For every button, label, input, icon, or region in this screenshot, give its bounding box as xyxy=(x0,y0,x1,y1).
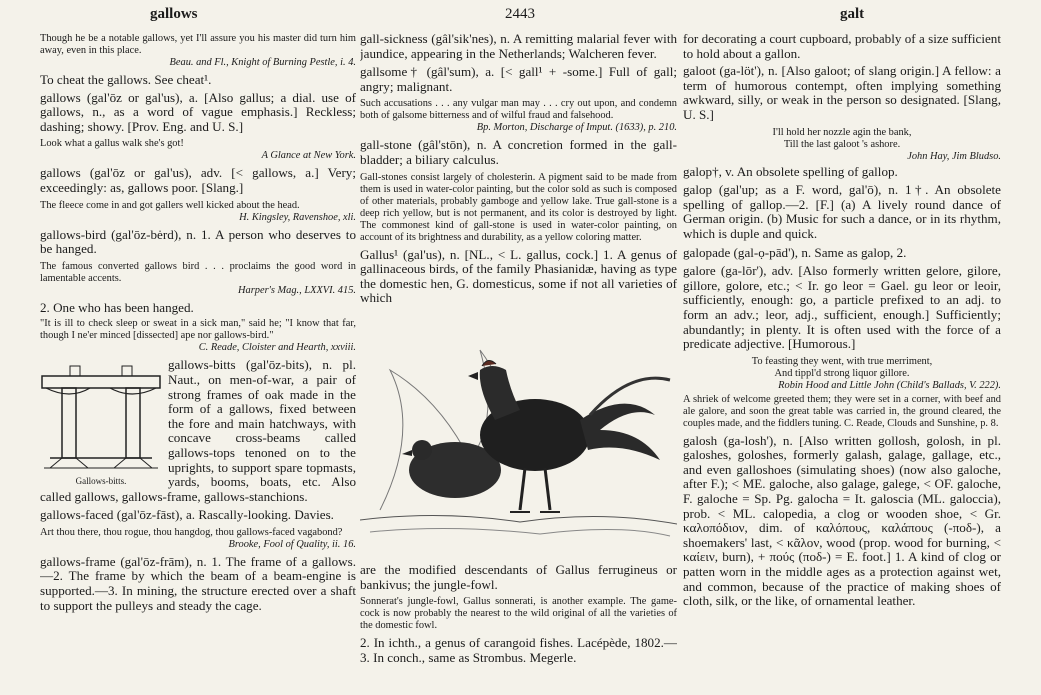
sense-gallows-bird-2: 2. One who has been hanged. xyxy=(40,299,194,315)
entry-gallsome: gallsome† (gâl'sum), a. [< gall¹ + -some.] Full of gall; angry; malignant. xyxy=(360,64,677,94)
gall-stone-note: Gall-stones consist largely of cholesterin. A pigment said to be made from them is used in water-color painting, but the color sold as such is composed of other materials, probably gamboge and yellow lake. True gall-stone is a deep rich yellow, but is not permanent, and its color is destroyed by light. The commonest kind of gall-stone is used in water-color painting, on account of its brightness and durability, as a yellow coloring matter. xyxy=(360,171,677,243)
sense-gallus-2-3: 2. In ichth., a genus of carangoid fishes. Lacépède, 1802.—3. In conch., same as Strombus. Megerle. xyxy=(360,635,677,665)
entry-galop-verb: galop†, v. An obsolete spelling of gallop. xyxy=(683,163,898,179)
column-1 xyxy=(40,32,356,694)
entry-galore: galore (ga-lōr'), adv. [Also formerly written gelore, gilore, gillore, golore, etc.; < Ir. go leor = Gael. gu leor or leoir, sufficiently, enough: go, a particle prefixed to an adj. to form an adv.; leor, adj., sufficient, enough.] Sufficiently; abundantly; in plenty. It is often used with the force of a predicate adjective. [Humorous.] xyxy=(683,263,1001,352)
quotation: A shriek of welcome greeted them; they were set in a corner, with beef and ale galore, and soon the great table was carried in, the ground cleared, the couples made, and the fiddlers tuning. C. Reade, Clouds and Sunshine, p. 8. xyxy=(683,393,1001,429)
verse-quotation: To feasting they went, with true merriment, And tippl'd strong liquor gillore. Robin Hood and Little John (Child's Ballads, V. 222). xyxy=(751,355,1001,391)
sense-cheat-gallows: To cheat the gallows. See cheat¹. xyxy=(40,72,212,87)
entry-gallows-faced: gallows-faced (gal'ōz-fāst), a. Rascally-looking. Davies. xyxy=(40,507,334,523)
jungle-fowl-illustration xyxy=(360,310,677,560)
quotation: "It is ill to check sleep or sweat in a sick man," said he; "I know that far, though I ne'er minced [dissected] ape nor gallows-bird." C. Reade, Cloister and Hearth, xxviii. xyxy=(40,318,356,354)
entry-gall-stone: gall-stone (gâl'stōn), n. A concretion formed in the gall-bladder; a biliary calculus. xyxy=(360,137,677,167)
page-header xyxy=(0,6,1041,28)
quotation: The fleece come in and got gallers well kicked about the head. H. Kingsley, Ravenshoe, xli. xyxy=(40,199,356,223)
page-number: 2443 xyxy=(505,6,535,22)
left-guide-word: gallows xyxy=(150,6,198,22)
column-3 xyxy=(683,32,1001,694)
gallows-bitts-illustration xyxy=(40,358,162,486)
quotation: Such accusations . . . any vulgar man may . . . cry out upon, and condemn both of galsome bitterness and of wilful fraud and falsehood. Bp. Morton, Discharge of Imput. (1633), p. 210. xyxy=(360,98,677,134)
entry-gallows-bird: gallows-bird (gal'ōz-bėrd), n. 1. A person who deserves to be hanged. xyxy=(40,226,356,257)
quotation: Look what a gallus walk she's got! A Glance at New York. xyxy=(40,138,356,162)
quotation: Art thou there, thou rogue, thou hangdog, thou gallows-faced vagabond? Brooke, Fool of Quality, ii. 16. xyxy=(40,526,356,550)
continued-text: for decorating a court cupboard, probably of a size sufficient to hold about a gallon. xyxy=(683,32,1001,61)
jungle-fowl-drawing xyxy=(360,310,677,546)
entry-galop: galop (gal'up; as a F. word, gal'ō), n. 1†. An obsolete spelling of gallop.—2. [F.] (a) A lively round dance of German origin. (b) Music for such a dance, or in its rhythm, which is duple and quick. xyxy=(683,182,1001,241)
entry-galosh: galosh (ga-losh'), n. [Also written gollosh, golosh, in pl. galoshes, goloshes, formerly galash, galage, gallage, etc., and even galloshoes (simulating shoes) (now also galoche, after F.); < ME. galoche, also galage, galege, < OF. galoche, F. galoche = Sp. Pg. galocha = It. galoscia (ML. galoccia), prob. < ML. calopedia, a clog or wooden shoe, < Gr. καλοπόδιον, dim. of καλόπους, καλάπους (-ποδ-), a shoemakers' last, < κᾶλον, wood (prop. wood for burning, < καίειν, burn), + πούς (ποδ-) = E. foot.] 1. A kind of clog or patten worn in the middle ages as a protection against wet, and common, because of the practice of making shoes of cloth, silk, or the like, of ornamental leather. xyxy=(683,432,1001,609)
entry-gallows-adjective: gallows (gal'ōz or gal'us), a. [Also gallus; a dial. use of gallows, n., as a word of vague emphasis.] Reckless; dashing; showy. [Prov. Eng. and U. S.] xyxy=(40,89,356,134)
entry-galoot: galoot (ga-löt'), n. [Also galoot; of slang origin.] A fellow: a term of humorous contempt, often implying something awkward, silly, or weak in the person so designated. [Slang, U. S.] xyxy=(683,63,1001,122)
quotation: The famous converted gallows bird . . . proclaims the good word in lamentable accents. Harper's Mag., LXXVI. 415. xyxy=(40,260,356,296)
entry-gall-sickness: gall-sickness (gâl'sik'nes), n. A remitting malarial fever with jaundice, appearing in the Netherlands; Walcheren fever. xyxy=(360,32,677,61)
gallows-bitts-drawing xyxy=(40,358,162,472)
entry-gallows-bitts: gallows-bitts (gal'ōz-bits), n. pl. Naut., on men-of-war, a pair of strong frames of oak made in the form of a gallows, fixed between the fore and main hatchways, with concave cross-beams called gallows-tops tenoned on to the uprights, to support spare topmasts, yards, booms, boats, etc. Also called gallows, gallows-frame, gallows-stanchions. xyxy=(40,357,356,504)
entry-gallows-frame: gallows-frame (gal'ōz-frām), n. 1. The frame of a gallows.—2. The frame by which the beam of a beam-engine is supported.—3. In mining, the structure erected over a shaft to support the pulleys and steady the cage. xyxy=(40,553,356,613)
entry-gallus: Gallus¹ (gal'us), n. [NL., < L. gallus, cock.] 1. A genus of gallinaceous birds, of the family Phasianidæ, having as type the domestic hen, G. domesticus, some if not all varieties of which xyxy=(360,246,677,306)
verse-quotation: I'll hold her nozzle agin the bank, Till the last galoot 's ashore. John Hay, Jim Bludso. xyxy=(772,126,1001,162)
figure-caption: Gallows-bitts. xyxy=(75,476,127,487)
quotation: Though he be a notable gallows, yet I'll assure you his master did turn him away, even in this place. Beau. and Fl., Knight of Burning Pestle, i. 4. xyxy=(40,33,356,68)
gallus-note: Sonnerat's jungle-fowl, Gallus sonnerati, is another example. The game-cock is now probably the nearest to the wild original of all the varieties of the domestic fowl. xyxy=(360,596,677,632)
right-guide-word: galt xyxy=(840,6,865,22)
entry-galopade: galopade (gal-ọ-pād'), n. Same as galop, 2. xyxy=(683,244,907,260)
column-2 xyxy=(360,32,677,694)
entry-gallows-adverb: gallows (gal'ōz or gal'us), adv. [< gallows, a.] Very; exceedingly: as, gallows poor. [Slang.] xyxy=(40,165,356,195)
entry-gallus-continued: are the modified descendants of Gallus ferrugineus or bankivus; the jungle-fowl. xyxy=(360,561,677,592)
